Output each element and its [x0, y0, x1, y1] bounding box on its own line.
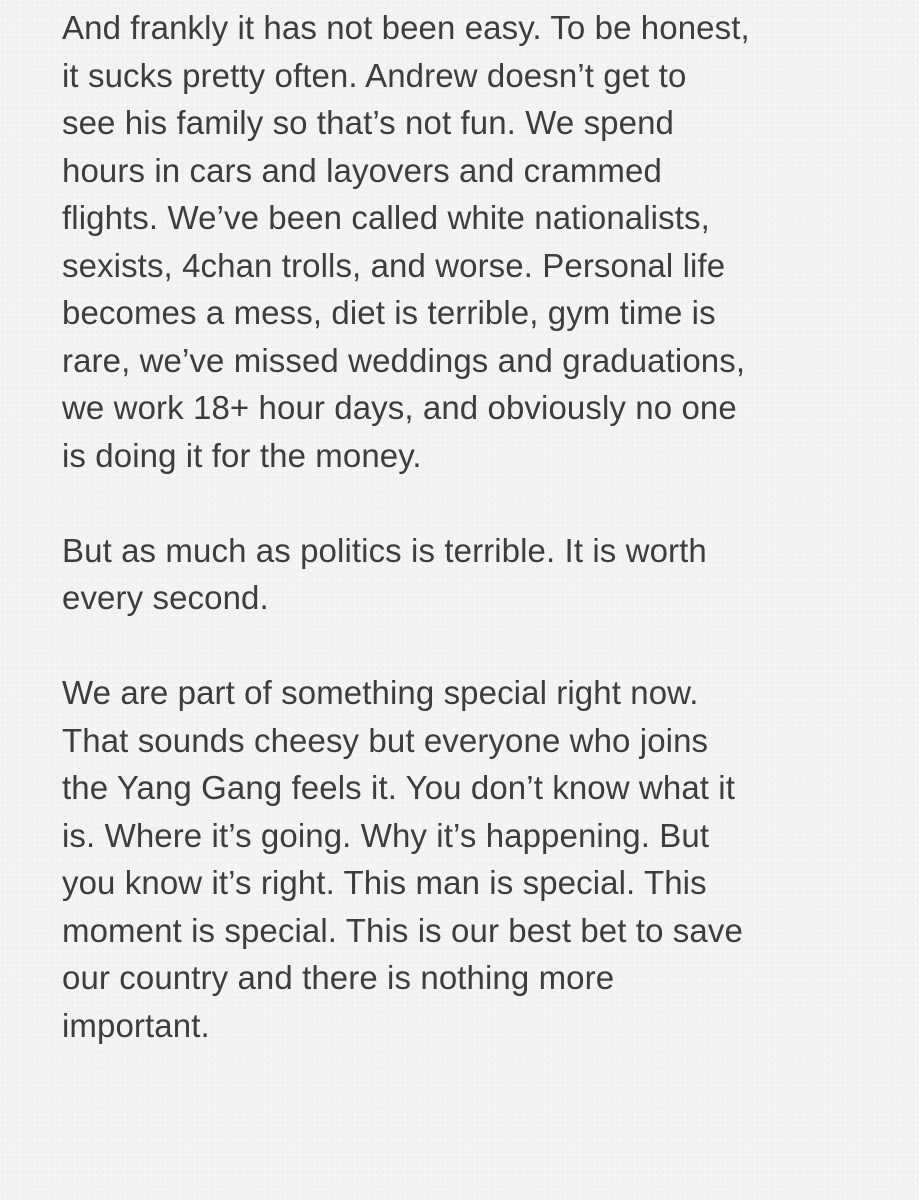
note-line: flights. We’ve been called white nationalists,	[62, 199, 710, 236]
note-line: see his family so that’s not fun. We spend	[62, 104, 674, 141]
note-line: important.	[62, 1006, 210, 1044]
note-line: our country and there is nothing more	[62, 959, 615, 996]
note-line: sexists, 4chan trolls, and worse. Personal life	[62, 246, 726, 284]
note-line: hours in cars and layovers and crammed	[62, 151, 662, 189]
paragraph-spacer	[62, 479, 889, 527]
note-line: becomes a mess, diet is terrible, gym time is	[62, 294, 716, 331]
paragraph-spacer	[62, 622, 889, 670]
note-line: we work 18+ hour days, and obviously no one	[62, 389, 737, 426]
note-line: But as much as politics is terrible. It is worth	[62, 531, 707, 569]
note-line: That sounds cheesy but everyone who joins	[62, 721, 709, 759]
note-paragraph-2	[62, 527, 889, 622]
note-line: is. Where it’s going. Why it’s happening. But	[62, 816, 710, 854]
note-line: the Yang Gang feels it. You don’t know what it	[62, 769, 736, 806]
note-paragraph-3	[62, 669, 889, 1049]
note-line: you know it’s right. This man is special. This	[62, 864, 707, 901]
note-line: And frankly it has not been easy. To be honest,	[62, 9, 750, 46]
note-line: is doing it for the money.	[62, 436, 422, 474]
note-line: rare, we’ve missed weddings and graduations,	[62, 341, 746, 379]
note-line: every second.	[62, 579, 269, 616]
note-line: We are part of something special right now.	[62, 674, 699, 711]
note-line: moment is special. This is our best bet to save	[62, 911, 743, 949]
note-line: it sucks pretty often. Andrew doesn’t get to	[62, 56, 687, 94]
note-paragraph-1	[62, 4, 889, 479]
